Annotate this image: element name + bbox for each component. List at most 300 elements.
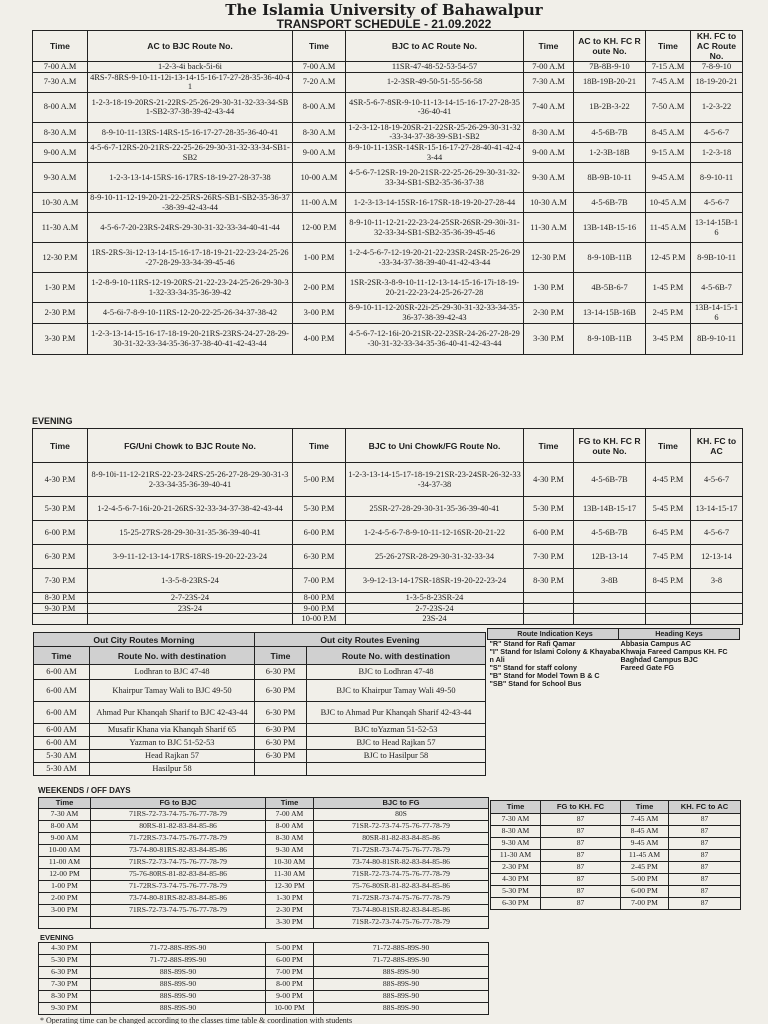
route-cell: 1-2-3-18 xyxy=(691,142,743,162)
route-cell: 4-5-6-7 xyxy=(691,122,743,142)
morning-column-header: Time xyxy=(293,31,346,62)
evening-row xyxy=(33,569,743,593)
morning-row xyxy=(33,273,743,303)
route-cell: 1-2-3-18-19-20RS-21-22RS-25-26-29-30-31-32-33-34-SB1-SB2-37-38-39-42-43-44 xyxy=(88,92,293,122)
route-cell: 7B-8B-9-10 xyxy=(574,62,646,73)
footnote: * Operating time can be changed according to the classes time table & coordination with students xyxy=(40,1016,353,1024)
time-cell: 2-00 PM xyxy=(39,893,91,905)
route-cell: 1-2-3-13-14-15SR-16-17SR-18-19-20-27-28-44 xyxy=(346,193,524,213)
time-cell: 2-30 P.M xyxy=(33,303,88,323)
time-cell: 7-00 A.M xyxy=(524,62,574,73)
time-cell xyxy=(646,614,691,625)
heading-key-item: Fareed Gate FG xyxy=(620,664,675,672)
time-cell: 6-00 AM xyxy=(34,702,90,724)
time-cell: 9-00 A.M xyxy=(33,142,88,162)
route-cell: 18-19-20-21 xyxy=(691,72,743,92)
evening-row xyxy=(33,497,743,521)
out-city-column-header: Route No. with destination xyxy=(307,647,486,665)
morning-row xyxy=(33,303,743,323)
time-cell: 9-30 A.M xyxy=(524,163,574,193)
time-cell: 6-00 PM xyxy=(266,955,314,967)
route-cell: 4-5-6B-7B xyxy=(574,521,646,545)
route-cell: 3-9-11-12-13-14-17RS-18RS-19-20-22-23-24 xyxy=(88,545,293,569)
evening-column-header: BJC to Uni Chowk/FG Route No. xyxy=(346,429,524,463)
weekends-row xyxy=(39,869,489,881)
weekends-row xyxy=(39,893,489,905)
time-cell: 7-45 P.M xyxy=(646,545,691,569)
time-cell: 3-30 PM xyxy=(266,917,314,929)
morning-column-header: AC to BJC Route No. xyxy=(88,31,293,62)
time-cell: 6-00 AM xyxy=(34,737,90,750)
route-cell: 87 xyxy=(669,886,741,898)
route-cell: 8B-9B-10-11 xyxy=(574,163,646,193)
time-cell: 10-30 A.M xyxy=(524,193,574,213)
time-cell: 3-00 PM xyxy=(39,905,91,917)
morning-row xyxy=(33,72,743,92)
time-cell: 6-30 PM xyxy=(255,665,307,680)
weekends-khfc-row xyxy=(491,898,741,910)
time-cell: 3-00 P.M xyxy=(293,303,346,323)
time-cell: 5-30 AM xyxy=(34,750,90,763)
morning-table xyxy=(32,30,743,355)
heading-key-item: Khwaja Fareed Campus KH. FC xyxy=(620,648,728,656)
route-cell: 71SR-72-73-74-75-76-77-78-79 xyxy=(314,917,489,929)
weekends-column-header: BJC to FG xyxy=(314,798,489,809)
time-cell: 6-30 PM xyxy=(255,724,307,737)
route-cell: 8-9B-10-11 xyxy=(691,243,743,273)
time-cell xyxy=(33,614,88,625)
time-cell: 6-30 PM xyxy=(255,680,307,702)
route-keys-title: Route Indication Keys xyxy=(488,629,623,640)
route-cell: Hasilpur 58 xyxy=(90,763,255,776)
weekends-khfc-row xyxy=(491,862,741,874)
route-cell: BJC to Khairpur Tamay Wali 49-50 xyxy=(307,680,486,702)
route-cell: 12B-13-14 xyxy=(574,545,646,569)
out-city-column-header: Time xyxy=(34,647,90,665)
time-cell: 6-00 P.M xyxy=(33,521,88,545)
time-cell: 1-00 P.M xyxy=(293,243,346,273)
weekend-evening-table xyxy=(38,942,489,1015)
route-cell: 8-9-10-11-13SR-14SR-15-16-17-27-28-40-41-42-43-44 xyxy=(346,142,524,162)
evening-column-header: Time xyxy=(293,429,346,463)
route-cell: 1-2-4-5-6-7-12-19-20-21-22-23SR-24SR-25-26-29-33-34-37-38-39-40-41-42-43-44 xyxy=(346,243,524,273)
route-cell: 7-8-9-10 xyxy=(691,62,743,73)
morning-row xyxy=(33,243,743,273)
time-cell: 12-00 PM xyxy=(39,869,91,881)
time-cell: 11-00 A.M xyxy=(293,193,346,213)
time-cell: 6-30 PM xyxy=(255,702,307,724)
schedule-title: TRANSPORT SCHEDULE - 21.09.2022 xyxy=(276,17,492,31)
morning-column-header: AC to KH. FC Route No. xyxy=(574,31,646,62)
route-cell: 4-5-6-7-20-23RS-24RS-29-30-31-32-33-34-40-41-44 xyxy=(88,213,293,243)
route-cell: 80SR-81-82-83-84-85-86 xyxy=(314,833,489,845)
evening-row xyxy=(33,603,743,614)
time-cell xyxy=(39,917,91,929)
time-cell: 10-00 PM xyxy=(266,1003,314,1015)
morning-row xyxy=(33,142,743,162)
time-cell xyxy=(255,763,307,776)
route-cell: 23S-24 xyxy=(88,603,293,614)
route-cell: 1-2-3-12-18-19-20SR-21-22SR-25-26-29-30-31-32-33-34-37-38-39-SB1-SB2 xyxy=(346,122,524,142)
time-cell: 3-30 P.M xyxy=(33,323,88,354)
route-cell: 1SR-2SR-3-8-9-10-11-12-13-14-15-16-17i-18-19-20-21-22-23-24-25-26-27-28 xyxy=(346,273,524,303)
time-cell: 10-00 AM xyxy=(39,845,91,857)
time-cell: 12-30 P.M xyxy=(33,243,88,273)
time-cell: 12-30 P.M xyxy=(524,243,574,273)
weekends-table xyxy=(38,797,489,929)
route-cell xyxy=(88,614,293,625)
time-cell: 8-00 AM xyxy=(39,821,91,833)
route-cell: 4-5-6i-7-8-9-10-11RS-12-20-22-25-26-34-37-38-42 xyxy=(88,303,293,323)
time-cell: 7-50 A.M xyxy=(646,92,691,122)
route-keys-table xyxy=(487,628,623,688)
route-cell: 4SR-5-6-7-8SR-9-10-11-13-14-15-16-17-27-28-35-36-40-41 xyxy=(346,92,524,122)
time-cell: 1-30 P.M xyxy=(33,273,88,303)
route-cell: 4-5-6B-7 xyxy=(691,273,743,303)
route-cell: BJC to Head Rajkan 57 xyxy=(307,737,486,750)
time-cell xyxy=(524,593,574,604)
route-cell: 8-9-10i-11-12-21RS-22-23-24RS-25-26-27-28-29-30-31-32-33-34-35-36-39-40-41 xyxy=(88,463,293,497)
morning-row xyxy=(33,193,743,213)
time-cell: 8-00 A.M xyxy=(33,92,88,122)
time-cell: 6-30 PM xyxy=(255,737,307,750)
time-cell: 2-30 PM xyxy=(491,862,541,874)
route-cell: BJC to Hasilpur 58 xyxy=(307,750,486,763)
route-cell: 71-72RS-73-74-75-76-77-78-79 xyxy=(91,833,266,845)
time-cell: 9-45 A.M xyxy=(646,163,691,193)
route-cell: 2-7-23S-24 xyxy=(88,593,293,604)
route-cell: 4RS-7-8RS-9-10-11-12i-13-14-15-16-17-27-28-35-36-40-41 xyxy=(88,72,293,92)
route-cell: 73-74-80-81SR-82-83-84-85-86 xyxy=(314,905,489,917)
evening-section-label: EVENING xyxy=(32,416,73,426)
route-cell: 1-2-3-22 xyxy=(691,92,743,122)
route-cell: 15-25-27RS-28-29-30-31-35-36-39-40-41 xyxy=(88,521,293,545)
time-cell: 12-45 P.M xyxy=(646,243,691,273)
route-cell: 71-72SR-73-74-75-76-77-78-79 xyxy=(314,845,489,857)
evening-column-header: Time xyxy=(33,429,88,463)
time-cell: 8-00 A.M xyxy=(293,92,346,122)
time-cell: 4-30 P.M xyxy=(33,463,88,497)
route-cell: 1-3-5-8-23SR-24 xyxy=(346,593,524,604)
weekends-row xyxy=(39,833,489,845)
time-cell: 1-00 PM xyxy=(39,881,91,893)
time-cell: 5-30 AM xyxy=(34,763,90,776)
time-cell: 2-45 PM xyxy=(621,862,669,874)
evening-row xyxy=(33,545,743,569)
time-cell: 6-30 PM xyxy=(39,967,91,979)
morning-column-header: Time xyxy=(524,31,574,62)
route-cell: BJC to Lodhran 47-48 xyxy=(307,665,486,680)
weekends-row xyxy=(39,857,489,869)
time-cell: 8-45 AM xyxy=(621,826,669,838)
time-cell: 11-45 AM xyxy=(621,850,669,862)
time-cell: 9-30 P.M xyxy=(33,603,88,614)
time-cell: 9-15 A.M xyxy=(646,142,691,162)
route-cell: 1RS-2RS-3i-12-13-14-15-16-17-18-19-21-22-23-24-25-26-27-28-29-33-34-39-45-46 xyxy=(88,243,293,273)
weekends-khfc-row xyxy=(491,850,741,862)
route-cell: Musafir Khana via Khanqah Sharif 65 xyxy=(90,724,255,737)
time-cell: 3-45 P.M xyxy=(646,323,691,354)
route-cell: 71-72-88S-89S-90 xyxy=(91,955,266,967)
time-cell: 5-30 PM xyxy=(491,886,541,898)
route-cell: 1-2-3B-18B xyxy=(574,142,646,162)
time-cell: 5-30 PM xyxy=(39,955,91,967)
route-cell: 73-74-80-81SR-82-83-84-85-86 xyxy=(314,857,489,869)
weekends-khfc-column-header: Time xyxy=(491,801,541,814)
time-cell: 1-45 P.M xyxy=(646,273,691,303)
route-cell: 3-8 xyxy=(691,569,743,593)
route-cell: Khairpur Tamay Wali to BJC 49-50 xyxy=(90,680,255,702)
time-cell: 8-00 PM xyxy=(266,979,314,991)
route-cell: 73-74-80-81RS-82-83-84-85-86 xyxy=(91,893,266,905)
out-city-row xyxy=(34,665,486,680)
time-cell: 10-30 AM xyxy=(266,857,314,869)
time-cell: 8-30 P.M xyxy=(33,593,88,604)
weekends-khfc-row xyxy=(491,826,741,838)
route-cell xyxy=(91,917,266,929)
weekends-column-header: Time xyxy=(266,798,314,809)
route-cell: 87 xyxy=(541,886,621,898)
route-cell: 87 xyxy=(541,838,621,850)
route-cell: 87 xyxy=(669,826,741,838)
route-cell: 87 xyxy=(541,874,621,886)
time-cell: 8-45 P.M xyxy=(646,569,691,593)
route-cell: 4-5-6-7-12-16i-20-21SR-22-23SR-24-26-27-28-29-30-31-32-33-34-35-36-40-41-42-43-44 xyxy=(346,323,524,354)
weekends-khfc-column-header: FG to KH. FC xyxy=(541,801,621,814)
out-city-row xyxy=(34,680,486,702)
route-cell: 8-9-10B-11B xyxy=(574,243,646,273)
route-key-item: "R" Stand for Rafi Qamar xyxy=(489,639,576,648)
route-cell: Yazman to BJC 51-52-53 xyxy=(90,737,255,750)
time-cell xyxy=(646,593,691,604)
route-cell: 1-2-3-13-14-15-17-18-19-21SR-23-24SR-26-32-33-34-37-38 xyxy=(346,463,524,497)
time-cell: 7-45 AM xyxy=(621,814,669,826)
route-cell: 75-76-80RS-81-82-83-84-85-86 xyxy=(91,869,266,881)
time-cell: 10-00 P.M xyxy=(293,614,346,625)
route-cell: 13B-14-15-16 xyxy=(691,303,743,323)
out-city-morning-title: Out City Routes Morning xyxy=(34,633,255,647)
route-cell: 1-2-8-9-10-11RS-12-19-20RS-21-22-23-24-25-26-29-30-31-32-33-34-35-36-39-42 xyxy=(88,273,293,303)
time-cell: 7-20 A.M xyxy=(293,72,346,92)
time-cell: 11-45 A.M xyxy=(646,213,691,243)
route-cell: 88S-89S-90 xyxy=(91,979,266,991)
route-cell: 3-9-12-13-14-17SR-18SR-19-20-22-23-24 xyxy=(346,569,524,593)
route-cell: 13B-14B-15-16 xyxy=(574,213,646,243)
out-city-row xyxy=(34,702,486,724)
route-cell xyxy=(691,593,743,604)
time-cell xyxy=(646,603,691,614)
route-cell: 1B-2B-3-22 xyxy=(574,92,646,122)
route-cell: 71-72RS-73-74-75-76-77-78-79 xyxy=(91,881,266,893)
time-cell: 2-45 P.M xyxy=(646,303,691,323)
route-cell: 1-3-5-8-23RS-24 xyxy=(88,569,293,593)
time-cell: 10-00 A.M xyxy=(293,163,346,193)
time-cell: 7-00 AM xyxy=(266,809,314,821)
evening-row xyxy=(33,614,743,625)
route-cell: 1-2-3-13-14-15-16-17-18-19-20-21RS-23RS-24-27-28-29-30-31-32-33-34-35-36-37-38-40-41-42-43-44 xyxy=(88,323,293,354)
time-cell: 8-45 A.M xyxy=(646,122,691,142)
time-cell: 9-00 P.M xyxy=(293,603,346,614)
route-cell: 25-26-27SR-28-29-30-31-32-33-34 xyxy=(346,545,524,569)
time-cell: 7-00 PM xyxy=(266,967,314,979)
time-cell: 8-30 A.M xyxy=(293,122,346,142)
morning-row xyxy=(33,323,743,354)
university-title: The Islamia University of Bahawalpur xyxy=(225,1,543,19)
time-cell: 9-45 AM xyxy=(621,838,669,850)
time-cell: 9-30 A.M xyxy=(33,163,88,193)
time-cell: 5-45 P.M xyxy=(646,497,691,521)
route-cell: 8-9-10-11-13RS-14RS-15-16-17-27-28-35-36-40-41 xyxy=(88,122,293,142)
time-cell: 7-30 AM xyxy=(39,809,91,821)
time-cell: 5-30 P.M xyxy=(33,497,88,521)
time-cell: 7-30 AM xyxy=(491,814,541,826)
route-cell: 80S xyxy=(314,809,489,821)
route-cell: 8-9-10-11-12-21-22-23-24-25SR-26SR-29-30i-31-32-33-34-SB1-SB2-35-36-39-45-46 xyxy=(346,213,524,243)
route-cell: 13-14-15-17 xyxy=(691,497,743,521)
morning-column-header: Time xyxy=(646,31,691,62)
time-cell: 7-30 A.M xyxy=(524,72,574,92)
time-cell: 4-30 P.M xyxy=(524,463,574,497)
route-cell: 8-9-10-11-12-19-20-21-22-25RS-26RS-SB1-SB2-35-36-37-38-39-42-43-44 xyxy=(88,193,293,213)
weekend-evening-row xyxy=(39,967,489,979)
time-cell: 8-30 AM xyxy=(266,833,314,845)
route-cell: BJC toYazman 51-52-53 xyxy=(307,724,486,737)
route-cell: 1-2-4-5-6-7-8-9-10-11-12-16SR-20-21-22 xyxy=(346,521,524,545)
route-key-item: "I" Stand for Islami Colony & Khayaban Ali xyxy=(489,648,620,664)
route-cell: 88S-89S-90 xyxy=(91,967,266,979)
time-cell: 6-00 P.M xyxy=(524,521,574,545)
time-cell: 2-00 P.M xyxy=(293,273,346,303)
weekend-evening-row xyxy=(39,955,489,967)
evening-row xyxy=(33,593,743,604)
route-cell: 12-13-14 xyxy=(691,545,743,569)
morning-column-header: Time xyxy=(33,31,88,62)
time-cell xyxy=(524,603,574,614)
route-cell: 1-2-3-4i back-5i-6i xyxy=(88,62,293,73)
time-cell: 12-00 P.M xyxy=(293,213,346,243)
route-key-item: "S" Stand for staff colony xyxy=(489,664,577,672)
time-cell: 6-00 AM xyxy=(34,724,90,737)
route-cell: 88S-89S-90 xyxy=(314,979,489,991)
route-cell: 13-14-15B-16B xyxy=(574,303,646,323)
time-cell: 9-00 A.M xyxy=(524,142,574,162)
weekends-column-header: FG to BJC xyxy=(91,798,266,809)
route-cell: 71SR-72-73-74-75-76-77-78-79 xyxy=(314,821,489,833)
time-cell: 6-45 P.M xyxy=(646,521,691,545)
heading-keys-title: Heading Keys xyxy=(619,629,740,640)
route-cell: 87 xyxy=(541,814,621,826)
route-cell: 25SR-27-28-29-30-31-35-36-39-40-41 xyxy=(346,497,524,521)
time-cell: 6-30 PM xyxy=(491,898,541,910)
time-cell: 8-30 A.M xyxy=(524,122,574,142)
route-cell: 87 xyxy=(541,898,621,910)
evening-column-header: KH. FC to AC xyxy=(691,429,743,463)
time-cell: 9-00 PM xyxy=(266,991,314,1003)
route-cell xyxy=(691,614,743,625)
time-cell: 9-30 AM xyxy=(266,845,314,857)
time-cell: 7-40 A.M xyxy=(524,92,574,122)
out-city-column-header: Time xyxy=(255,647,307,665)
time-cell: 6-00 P.M xyxy=(293,521,346,545)
time-cell: 9-30 AM xyxy=(491,838,541,850)
time-cell: 8-30 P.M xyxy=(524,569,574,593)
out-city-row xyxy=(34,737,486,750)
route-cell: 71-72-88S-89S-90 xyxy=(314,943,489,955)
route-cell: 1-2-3SR-49-50-51-55-56-58 xyxy=(346,72,524,92)
route-cell: 71RS-72-73-74-75-76-77-78-79 xyxy=(91,809,266,821)
weekends-row xyxy=(39,881,489,893)
time-cell: 11-00 AM xyxy=(39,857,91,869)
route-cell: 4-5-6B-7B xyxy=(574,193,646,213)
time-cell: 2-30 P.M xyxy=(524,303,574,323)
route-cell: 13B-14B-15-17 xyxy=(574,497,646,521)
weekends-khfc-row xyxy=(491,874,741,886)
route-cell: 71RS-72-73-74-75-76-77-78-79 xyxy=(91,905,266,917)
time-cell: 4-30 PM xyxy=(491,874,541,886)
route-cell: Ahmad Pur Khanqah Sharif to BJC 42-43-44 xyxy=(90,702,255,724)
out-city-evening-title: Out city Routes Evening xyxy=(255,633,486,647)
time-cell: 7-30 A.M xyxy=(33,72,88,92)
morning-row xyxy=(33,163,743,193)
time-cell: 10-45 A.M xyxy=(646,193,691,213)
route-cell: 71-72SR-73-74-75-76-77-78-79 xyxy=(314,893,489,905)
weekends-row xyxy=(39,809,489,821)
time-cell: 11-30 AM xyxy=(266,869,314,881)
time-cell: 11-30 A.M xyxy=(33,213,88,243)
evening-row xyxy=(33,463,743,497)
weekend-evening-row xyxy=(39,1003,489,1015)
route-cell: 87 xyxy=(669,874,741,886)
route-cell xyxy=(691,603,743,614)
out-city-row xyxy=(34,750,486,763)
route-cell: 71-72-88S-89S-90 xyxy=(314,955,489,967)
time-cell: 6-00 AM xyxy=(34,680,90,702)
time-cell: 6-30 PM xyxy=(255,750,307,763)
heading-key-item: Abbasia Campus AC xyxy=(620,639,691,648)
heading-key-item: Baghdad Campus BJC xyxy=(620,656,698,664)
route-cell: 1-2-3-13-14-15RS-16-17RS-18-19-27-28-37-38 xyxy=(88,163,293,193)
route-cell xyxy=(574,593,646,604)
time-cell: 9-00 A.M xyxy=(293,142,346,162)
out-city-row xyxy=(34,724,486,737)
morning-column-header: BJC to AC Route No. xyxy=(346,31,524,62)
route-cell: 87 xyxy=(541,826,621,838)
evening-column-header: FG/Uni Chowk to BJC Route No. xyxy=(88,429,293,463)
route-cell: 88S-89S-90 xyxy=(314,1003,489,1015)
route-cell: 71RS-72-73-74-75-76-77-78-79 xyxy=(91,857,266,869)
morning-row xyxy=(33,213,743,243)
route-cell: 4-5-6-7 xyxy=(691,521,743,545)
route-cell: 88S-89S-90 xyxy=(91,1003,266,1015)
route-cell: 8-9-10-11-12-20SR-22i-25-29-30-31-32-33-34-35-36-37-38-39-42-43 xyxy=(346,303,524,323)
time-cell: 9-30 PM xyxy=(39,1003,91,1015)
time-cell xyxy=(524,614,574,625)
route-cell: Head Rajkan 57 xyxy=(90,750,255,763)
route-cell: 87 xyxy=(541,850,621,862)
time-cell: 11-30 AM xyxy=(491,850,541,862)
time-cell: 7-45 A.M xyxy=(646,72,691,92)
weekends-row xyxy=(39,905,489,917)
route-cell: 87 xyxy=(669,898,741,910)
time-cell: 4-45 P.M xyxy=(646,463,691,497)
route-cell: 3-8B xyxy=(574,569,646,593)
route-cell: 8-9-10-11 xyxy=(691,163,743,193)
time-cell: 5-00 PM xyxy=(266,943,314,955)
weekend-evening-label: EVENING xyxy=(40,933,74,942)
weekends-column-header: Time xyxy=(39,798,91,809)
weekends-row xyxy=(39,821,489,833)
time-cell: 11-30 A.M xyxy=(524,213,574,243)
